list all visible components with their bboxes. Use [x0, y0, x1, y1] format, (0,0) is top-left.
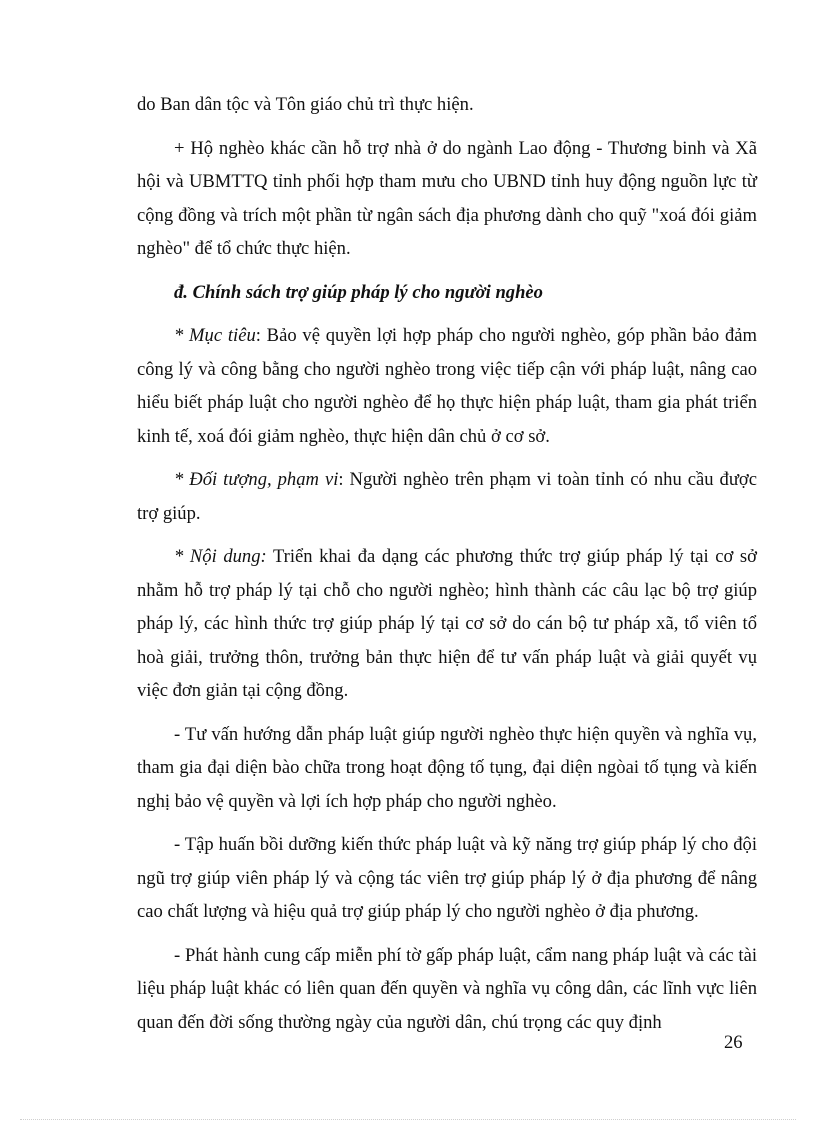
body-text [137, 88, 757, 1049]
paragraph-legal-advice: - Tư vấn hướng dẫn pháp luật giúp người nghèo thực hiện quyền và nghĩa vụ, tham gia đại diện bào chữa trong hoạt động tố tụng, đại diện ngòai tố tụng và kiến nghị bảo vệ quyền và lợi ích hợp pháp cho người nghèo. [137, 723, 757, 812]
paragraph-continuation: do Ban dân tộc và Tôn giáo chủ trì thực hiện. [137, 94, 474, 115]
text-scope: : Người nghèo trên phạm vi toàn tỉnh có nhu cầu được trợ giúp. [137, 469, 757, 524]
page-bottom-divider [20, 1119, 796, 1120]
paragraph-publications: - Phát hành cung cấp miễn phí tờ gấp pháp luật, cẩm nang pháp luật và các tài liệu pháp luật khác có liên quan đến quyền và nghĩa vụ công dân, các lĩnh vực liên quan đến đời sống thường ngày của người dân, chú trọng các quy định [137, 944, 757, 1033]
label-objective: * Mục tiêu [174, 325, 256, 346]
label-content: * Nội dung: [174, 546, 267, 567]
paragraph-training: - Tập huấn bồi dưỡng kiến thức pháp luật và kỹ năng trợ giúp pháp lý cho đội ngũ trợ giúp viên pháp lý và cộng tác viên trợ giúp pháp lý ở địa phương để nâng cao chất lượng và hiệu quả trợ giúp pháp lý cho người nghèo ở địa phương. [137, 834, 757, 922]
text-content: Triển khai đa dạng các phương thức trợ giúp pháp lý tại cơ sở nhằm hỗ trợ pháp lý tại chỗ cho người nghèo; hình thành các câu lạc bộ trợ giúp pháp lý, các hình thức trợ giúp pháp lý tại cơ sở do cán bộ tư pháp xã, tổ viên tổ hoà giải, trưởng thôn, trưởng bản thực hiện để tư vấn pháp luật và giải quyết vụ việc đơn giản tại cộng đồng. [137, 546, 757, 701]
paragraph-content [137, 540, 757, 708]
label-scope: * Đối tượng, phạm vi [174, 469, 339, 490]
page-number: 26 [724, 1032, 743, 1053]
text-objective: : Bảo vệ quyền lợi hợp pháp cho người nghèo, góp phần bảo đảm công lý và công bằng cho người nghèo trong việc tiếp cận với pháp luật, nâng cao hiểu biết pháp luật cho người nghèo để họ thực hiện pháp luật, tham gia phát triển kinh tế, xoá đói giảm nghèo, thực hiện dân chủ ở cơ sở. [137, 325, 757, 447]
section-heading-legal-aid: đ. Chính sách trợ giúp pháp lý cho người nghèo [174, 281, 543, 303]
paragraph-objective [137, 319, 757, 453]
paragraph-housing-support: + Hộ nghèo khác cần hỗ trợ nhà ở do ngành Lao động - Thương binh và Xã hội và UBMTTQ tỉnh phối hợp tham mưu cho UBND tỉnh huy động nguồn lực từ cộng đồng và trích một phần từ ngân sách địa phương dành cho quỹ "xoá đói giảm nghèo" để tổ chức thực hiện. [137, 137, 757, 259]
paragraph-scope [137, 463, 757, 530]
